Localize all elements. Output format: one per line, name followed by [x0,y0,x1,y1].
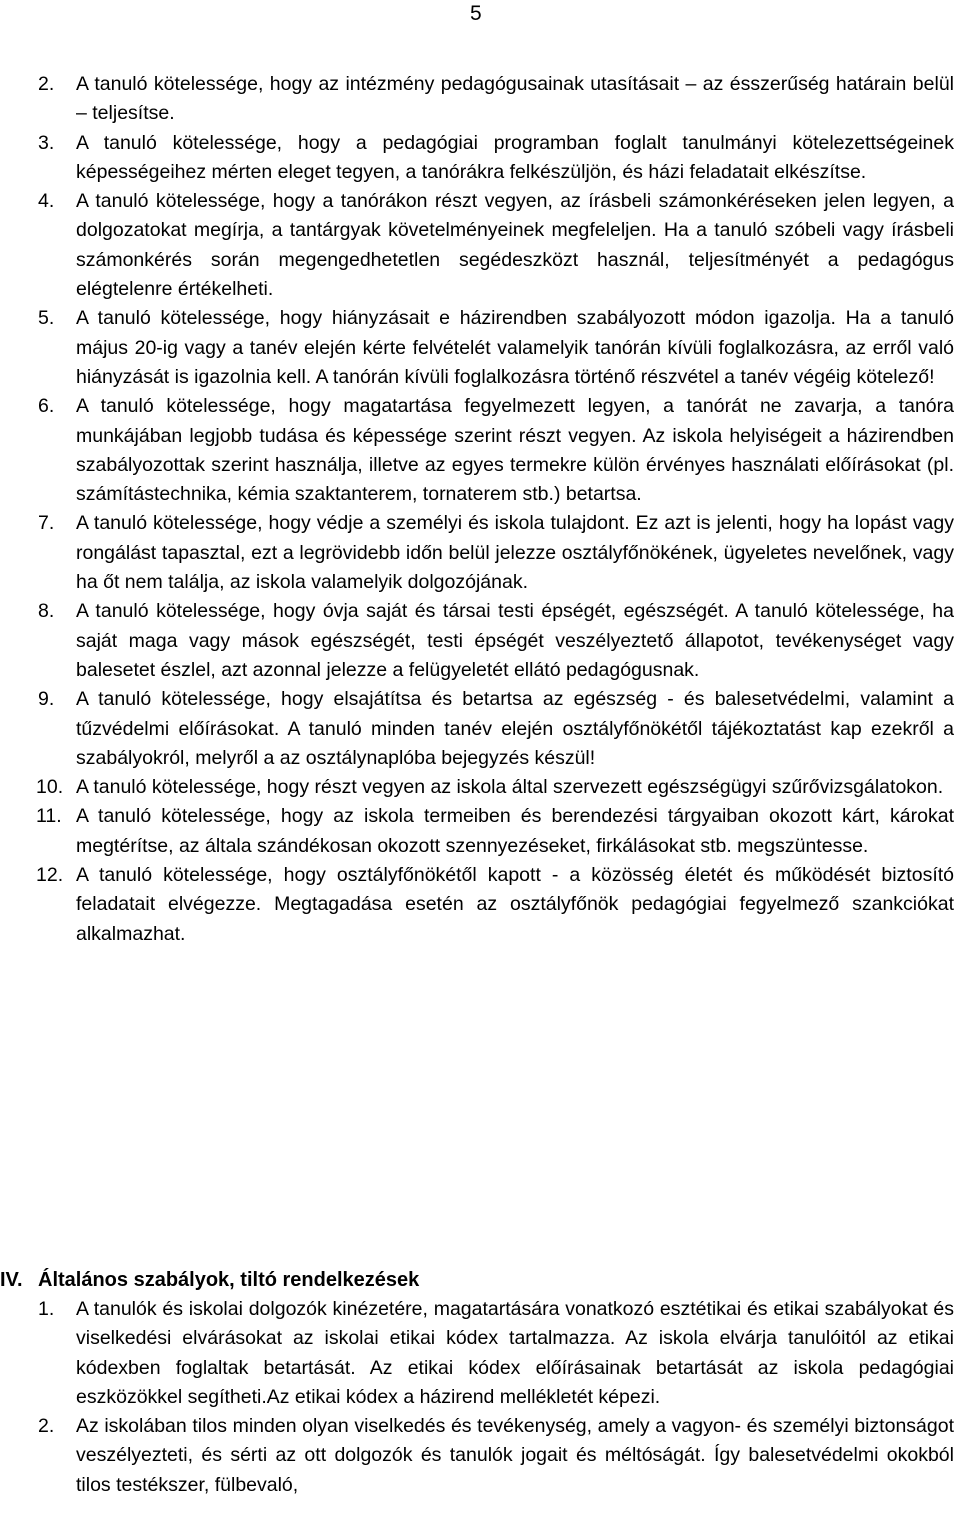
list-item [0,304,960,392]
item-number: 12. [36,864,64,887]
item-text: A tanuló kötelessége, hogy magatartása fegyelmezett legyen, a tanórát ne zavarja, a tanóra munkájában legjobb tudása és képessége szerint részt vegyen. Az iskola helyiségeit a házirendben szabályozottak szerint használja, illetve az egyes termekre külön érvényes használati előírásokat (pl. számítástechnika, kémia szaktanterem, tornaterem stb.) betartsa. [76,395,954,506]
item-number: 2. [38,73,55,95]
item-text: Az iskolában tilos minden olyan viselkedés és tevékenység, amely a vagyon- és személyi biztonságot veszélyezteti, és sérti az ott dolgozók és tanulók jogait és méltóságát. Így balesetvédelmi okokból tilos testékszer, fülbevaló, [76,1415,954,1496]
list-item [0,509,960,597]
section-title: Általános szabályok, tiltó rendelkezések [38,1269,420,1291]
item-text: A tanuló kötelessége, hogy elsajátítsa és betartsa az egészség - és balesetvédelmi, valamint a tűzvédelmi előírásokat. A tanuló minden tanév elején osztályfőnökétől tájékoztatást kap ezekről a szabályokról, melyről a az osztálynaplóba bejegyzés készül! [76,688,954,769]
page-number: 5 [470,2,482,25]
item-number: 9. [38,688,55,711]
item-text: A tanuló kötelessége, hogy a pedagógiai programban foglalt tanulmányi kötelezettségeinek képességeihez mérten eleget tegyen, a tanórákra felkészüljön, és házi feladatait elkészítse. [76,131,954,183]
list-item [0,1295,960,1412]
item-number: 4. [38,190,55,213]
list-item [0,70,960,129]
section-number: IV. [0,1269,23,1291]
item-number: 1. [38,1298,55,1320]
rules-list [0,1295,960,1500]
item-text: A tanuló kötelessége, hogy a tanórákon részt vegyen, az írásbeli számonkéréseken jelen legyen, a dolgozatokat megírja, a tantárgyak követelményeinek megfeleljen. Ha a tanuló szóbeli vagy írásbeli számonkérés során megengedhetetlen segédeszközt használ, teljesítményét a pedagógus elégtelenre értékelheti. [76,190,954,301]
item-number: 5. [38,307,55,330]
item-text: A tanuló kötelessége, hogy védje a személyi és iskola tulajdont. Ez azt is jelenti, hogy ha lopást vagy rongálást tapasztal, ezt a legrövidebb időn belül jelezze osztályfőnökének, ügyeletes nevelőnek, vagy ha őt nem találja, az iskola valamelyik dolgozójának. [76,512,954,594]
item-number: 2. [38,1415,55,1438]
item-number: 7. [38,512,55,535]
list-item [0,1412,960,1500]
item-text: A tanuló kötelessége, hogy óvja saját és társai testi épségét, egészségét. A tanuló kötelessége, ha saját maga vagy mások egészségét, testi épségét veszélyeztető állapotot, tevékenységet vagy balesetet észlel, azt azonnal jelezze a felügyeletét ellátó pedagógusnak. [76,600,954,681]
list-item [0,392,960,509]
item-number: 8. [38,600,55,623]
item-text: A tanuló kötelessége, hogy részt vegyen az iskola által szervezett egészségügyi szűrővizsgálatokon. [76,776,944,799]
list-item [0,129,960,188]
item-number: 6. [38,395,55,418]
list-item [0,685,960,773]
item-number: 11. [36,805,62,828]
item-text: A tanulók és iskolai dolgozók kinézetére, magatartására vonatkozó esztétikai és etikai szabályokat és viselkedési elvárásokat az iskolai etikai kódex tartalmazza. Az iskola elvárja tanulóitól az etikai kódexben foglaltak betartását. Az etikai kódex előírásainak betartását az iskola pedagógiai eszközökkel segítheti.Az etikai kódex a házirend mellékletét képezi. [76,1298,954,1408]
item-text: A tanuló kötelessége, hogy az iskola termeiben és berendezési tárgyaiban okozott kárt, károkat megtérítse, az általa szándékosan okozott szennyezéseket, firkálásokat stb. megszüntesse. [76,805,954,857]
list-item [0,773,960,802]
item-text: A tanuló kötelessége, hogy hiányzásait e házirendben szabályozott módon igazolja. Ha a tanuló május 20-ig vagy a tanév elején kérte felvételét valamelyik tanórán kívüli foglalkozásra, az erről való hiányzását is igazolnia kell. A tanórán kívüli foglalkozásra történő részvétel a tanév végéig kötelező! [76,307,954,388]
list-item [0,861,960,949]
item-text: A tanuló kötelessége, hogy osztályfőnökétől kapott - a közösség életét és működését biztosító feladatait elvégezze. Megtagadása esetén az osztályfőnök pedagógiai fegyelmező szankciókat alkalmazhat. [76,864,954,945]
item-number: 10. [36,776,64,799]
item-text: A tanuló kötelessége, hogy az intézmény pedagógusainak utasításait – az ésszerűség határain belül – teljesítse. [76,73,954,125]
list-item [0,802,960,861]
duties-list [0,70,960,949]
list-item [0,187,960,304]
list-item [0,597,960,685]
item-number: 3. [38,131,55,154]
